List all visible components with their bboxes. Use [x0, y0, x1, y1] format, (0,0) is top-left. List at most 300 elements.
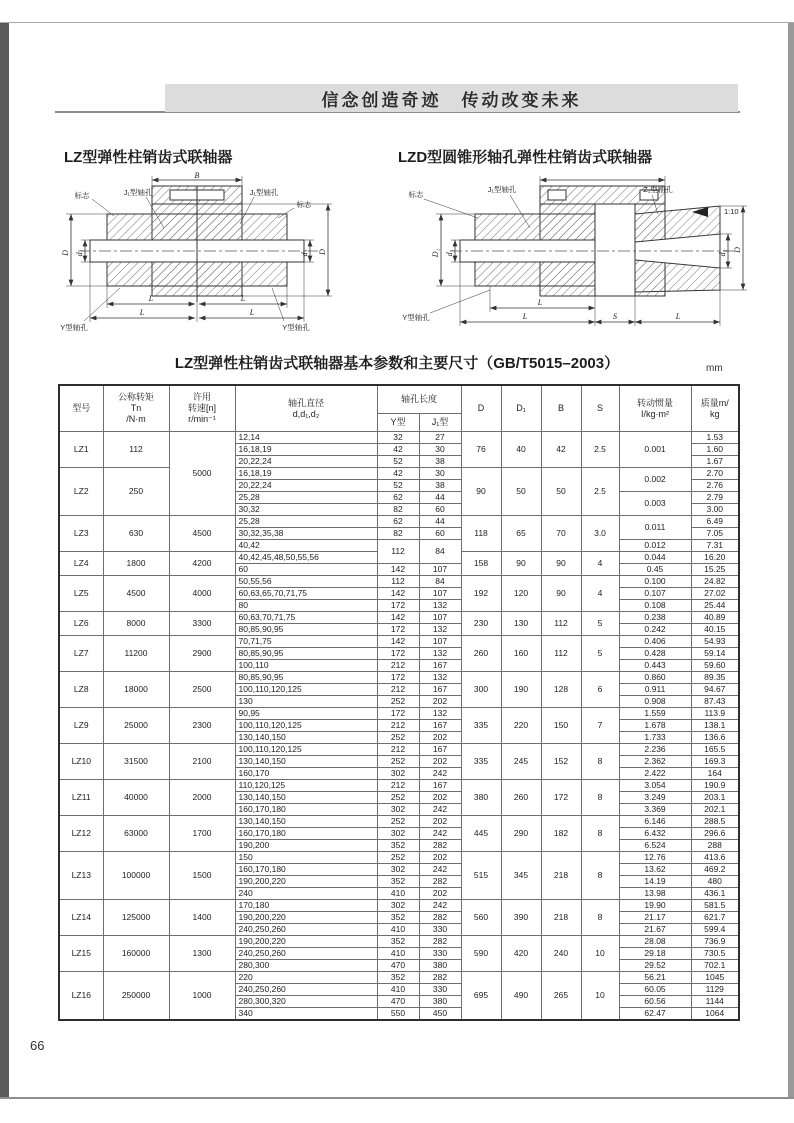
table-cell: 3.054 — [619, 780, 691, 792]
col-header-D1: D₁ — [501, 385, 541, 432]
table-cell: 1045 — [691, 972, 739, 984]
table-row — [59, 612, 739, 624]
table-cell: 25.44 — [691, 600, 739, 612]
table-cell: 15.25 — [691, 564, 739, 576]
table-cell: 87.43 — [691, 696, 739, 708]
table-cell: 14.19 — [619, 876, 691, 888]
lz-label-y-left: Y型轴孔 — [60, 323, 88, 332]
lz-dim-L2: L — [240, 294, 246, 303]
slogan-text: 信念创造奇迹 传动改变未来 — [321, 90, 582, 110]
table-cell: 112 — [377, 576, 419, 588]
lz-dim-D-left: D — [61, 250, 70, 256]
lzd-label-mark: 标志 — [408, 190, 424, 199]
table-cell: 130,140,150 — [235, 732, 377, 744]
table-cell: 90 — [461, 468, 501, 516]
table-cell: 3.369 — [619, 804, 691, 816]
table-cell: 25000 — [103, 708, 169, 744]
lzd-drawing-title: LZD型圆锥形轴孔弹性柱销齿式联轴器 — [398, 149, 653, 166]
table-row — [59, 972, 739, 984]
table-cell: 100,110,120,125 — [235, 744, 377, 756]
table-cell: 100,110,120,125 — [235, 684, 377, 696]
table-cell: 0.406 — [619, 636, 691, 648]
table-cell: 28.08 — [619, 936, 691, 948]
table-cell: 50,55,56 — [235, 576, 377, 588]
col-header-bore: 轴孔直径 d,d₁,d₂ — [235, 385, 377, 432]
table-cell: 7.05 — [691, 528, 739, 540]
table-cell: 450 — [419, 1008, 461, 1021]
table-cell: 265 — [541, 972, 581, 1021]
table-cell: 352 — [377, 912, 419, 924]
col-header-length-j1: J₁型 — [419, 414, 461, 432]
table-cell: 138.1 — [691, 720, 739, 732]
table-cell: 2.76 — [691, 480, 739, 492]
table-cell: 62 — [377, 516, 419, 528]
table-cell: 330 — [419, 924, 461, 936]
table-cell: 40.15 — [691, 624, 739, 636]
table-cell: 113.9 — [691, 708, 739, 720]
table-cell: 40.89 — [691, 612, 739, 624]
table-cell: 142 — [377, 588, 419, 600]
table-cell: 8000 — [103, 612, 169, 636]
table-cell: 260 — [461, 636, 501, 672]
table-cell: LZ3 — [59, 516, 103, 552]
table-cell: 132 — [419, 708, 461, 720]
table-cell: 4500 — [169, 516, 235, 552]
table-cell: LZ15 — [59, 936, 103, 972]
table-cell: 252 — [377, 852, 419, 864]
table-cell: 13.98 — [619, 888, 691, 900]
table-cell: 40,42 — [235, 540, 377, 552]
table-cell: 1.678 — [619, 720, 691, 732]
table-cell: 1.559 — [619, 708, 691, 720]
table-cell: 169.3 — [691, 756, 739, 768]
lz-dim-L4: L — [249, 308, 255, 317]
table-cell: 282 — [419, 912, 461, 924]
table-cell: 107 — [419, 564, 461, 576]
table-body — [59, 432, 739, 1021]
table-cell: 202 — [419, 852, 461, 864]
slogan-banner — [165, 84, 738, 112]
table-cell: 107 — [419, 636, 461, 648]
table-cell: 60,63,70,71,75 — [235, 612, 377, 624]
table-cell: 172 — [377, 708, 419, 720]
table-cell: 2.236 — [619, 744, 691, 756]
table-cell: 84 — [419, 540, 461, 564]
table-row — [59, 468, 739, 480]
table-cell: 6.524 — [619, 840, 691, 852]
table-cell: LZ9 — [59, 708, 103, 744]
table-cell: 203.1 — [691, 792, 739, 804]
table-cell: 6 — [581, 672, 619, 708]
table-cell: 1129 — [691, 984, 739, 996]
table-cell: 30,32 — [235, 504, 377, 516]
col-header-inertia: 转动惯量 I/kg·m² — [619, 385, 691, 432]
table-cell: 0.011 — [619, 516, 691, 540]
table-cell: 120 — [501, 576, 541, 612]
table-cell: 65 — [501, 516, 541, 552]
table-cell: 30,32,35,38 — [235, 528, 377, 540]
table-row — [59, 852, 739, 864]
table-cell: 380 — [461, 780, 501, 816]
table-cell: 172 — [377, 672, 419, 684]
table-cell: 0.002 — [619, 468, 691, 492]
table-cell: 29.52 — [619, 960, 691, 972]
lzd-geometry — [424, 176, 747, 326]
lz-dim-d1: d₁ — [75, 249, 84, 257]
table-cell: 89.35 — [691, 672, 739, 684]
table-cell: LZ5 — [59, 576, 103, 612]
table-cell: 4500 — [103, 576, 169, 612]
scan-edge-right — [788, 23, 794, 1097]
table-cell: 112 — [541, 636, 581, 672]
table-cell: 40,42,45,48,50,55,56 — [235, 552, 377, 564]
table-cell: 16,18,19 — [235, 444, 377, 456]
table-cell: 132 — [419, 600, 461, 612]
table-cell: 2.70 — [691, 468, 739, 480]
table-cell: 60.05 — [619, 984, 691, 996]
table-cell: 56.21 — [619, 972, 691, 984]
table-cell: 335 — [461, 744, 501, 780]
table-cell: 142 — [377, 612, 419, 624]
table-cell: 16,18,19 — [235, 468, 377, 480]
table-cell: 150 — [541, 708, 581, 744]
col-header-mass: 质量m/ kg — [691, 385, 739, 432]
table-cell: 60.56 — [619, 996, 691, 1008]
table-cell: 60 — [419, 528, 461, 540]
table-cell: 190,200,220 — [235, 936, 377, 948]
table-cell: 30 — [419, 444, 461, 456]
table-cell: 302 — [377, 900, 419, 912]
table-cell: LZ16 — [59, 972, 103, 1021]
table-cell: 0.003 — [619, 492, 691, 516]
table-cell: 242 — [419, 864, 461, 876]
table-cell: 50 — [541, 468, 581, 516]
table-cell: 172 — [377, 600, 419, 612]
table-cell: 470 — [377, 996, 419, 1008]
table-cell: 0.012 — [619, 540, 691, 552]
table-cell: 242 — [419, 804, 461, 816]
table-cell: 288 — [691, 840, 739, 852]
table-cell: 1000 — [169, 972, 235, 1021]
table-row — [59, 816, 739, 828]
table-cell: 167 — [419, 744, 461, 756]
lzd-dim-d2: d₂ — [718, 249, 727, 257]
table-cell: 7.31 — [691, 540, 739, 552]
table-cell: 240,250,260 — [235, 984, 377, 996]
table-cell: 550 — [377, 1008, 419, 1021]
lz-label-y-right: Y型轴孔 — [282, 323, 310, 332]
table-cell: 202.1 — [691, 804, 739, 816]
table-cell: 25,28 — [235, 492, 377, 504]
scan-edge-left — [0, 23, 9, 1097]
table-cell: 2900 — [169, 636, 235, 672]
lzd-dim-S: S — [613, 312, 617, 321]
table-cell: 695 — [461, 972, 501, 1021]
table-cell: 32 — [377, 432, 419, 444]
table-cell: 80,85,90,95 — [235, 624, 377, 636]
table-cell: 220 — [235, 972, 377, 984]
table-cell: 160,170,180 — [235, 864, 377, 876]
bottom-rule — [0, 1097, 794, 1099]
table-cell: 7 — [581, 708, 619, 744]
col-header-torque: 公称转矩 Tn /N·m — [103, 385, 169, 432]
table-cell: 84 — [419, 576, 461, 588]
table-cell: 2.5 — [581, 432, 619, 468]
table-cell: 2.422 — [619, 768, 691, 780]
lz-label-j1-left: J₁型轴孔 — [123, 188, 153, 197]
table-cell: 420 — [501, 936, 541, 972]
table-cell: 736.9 — [691, 936, 739, 948]
table-cell: 136.6 — [691, 732, 739, 744]
table-cell: 581.5 — [691, 900, 739, 912]
table-cell: 63000 — [103, 816, 169, 852]
table-cell: 167 — [419, 720, 461, 732]
table-cell: 250 — [103, 468, 169, 516]
table-cell: 352 — [377, 876, 419, 888]
table-cell: 19.90 — [619, 900, 691, 912]
col-header-B: B — [541, 385, 581, 432]
table-cell: 40000 — [103, 780, 169, 816]
table-cell: 2000 — [169, 780, 235, 816]
table-cell: 282 — [419, 936, 461, 948]
table-cell: 410 — [377, 984, 419, 996]
table-cell: 10 — [581, 936, 619, 972]
table-cell: 218 — [541, 852, 581, 900]
table-cell: 158 — [461, 552, 501, 576]
table-row — [59, 432, 739, 444]
table-cell: 130 — [501, 612, 541, 636]
table-cell: 60 — [419, 504, 461, 516]
table-cell: LZ4 — [59, 552, 103, 576]
table-cell: 50 — [501, 468, 541, 516]
table-cell: 212 — [377, 780, 419, 792]
table-cell: 282 — [419, 972, 461, 984]
table-cell: 90,95 — [235, 708, 377, 720]
table-cell: 100,110,120,125 — [235, 720, 377, 732]
table-cell: 0.45 — [619, 564, 691, 576]
table-cell: 2.5 — [581, 468, 619, 516]
table-cell: 12,14 — [235, 432, 377, 444]
table-cell: 300 — [461, 672, 501, 708]
table-cell: 0.242 — [619, 624, 691, 636]
table-row — [59, 900, 739, 912]
table-cell: 480 — [691, 876, 739, 888]
table-cell: 2100 — [169, 744, 235, 780]
table-cell: 59.14 — [691, 648, 739, 660]
table-cell: 515 — [461, 852, 501, 900]
table-cell: 6.432 — [619, 828, 691, 840]
table-cell: 212 — [377, 684, 419, 696]
table-row — [59, 780, 739, 792]
table-cell: 2500 — [169, 672, 235, 708]
table-cell: 42 — [541, 432, 581, 468]
lzd-label-taper: 1:10 — [724, 207, 739, 216]
table-cell: 3.00 — [691, 504, 739, 516]
table-cell: 160,170,180 — [235, 804, 377, 816]
table-cell: 142 — [377, 564, 419, 576]
table-cell: 6.146 — [619, 816, 691, 828]
table-cell: 38 — [419, 480, 461, 492]
table-cell: 20,22,24 — [235, 456, 377, 468]
lz-label-j1-right: J₁型轴孔 — [249, 188, 279, 197]
table-cell: 0.908 — [619, 696, 691, 708]
table-cell: 70,71,75 — [235, 636, 377, 648]
table-cell: 2.79 — [691, 492, 739, 504]
table-cell: 252 — [377, 756, 419, 768]
table-cell: 413.6 — [691, 852, 739, 864]
lz-coupling-drawing — [52, 170, 348, 334]
table-cell: 192 — [461, 576, 501, 612]
table-cell: 445 — [461, 816, 501, 852]
table-cell: 190.9 — [691, 780, 739, 792]
lz-drawing-title: LZ型弹性柱销齿式联轴器 — [64, 149, 233, 166]
table-cell: 4200 — [169, 552, 235, 576]
table-cell: 630 — [103, 516, 169, 552]
table-cell: 12.76 — [619, 852, 691, 864]
table-cell: 62.47 — [619, 1008, 691, 1021]
table-cell: 220 — [501, 708, 541, 744]
lz-dim-L3: L — [139, 308, 145, 317]
table-cell: 212 — [377, 744, 419, 756]
table-cell: 29.18 — [619, 948, 691, 960]
lzd-coupling-drawing — [390, 170, 762, 334]
table-cell: 410 — [377, 924, 419, 936]
table-cell: 202 — [419, 696, 461, 708]
table-cell: 27 — [419, 432, 461, 444]
table-cell: 0.238 — [619, 612, 691, 624]
table-cell: 1300 — [169, 936, 235, 972]
table-cell: 172 — [541, 780, 581, 816]
table-cell: 130,140,150 — [235, 816, 377, 828]
table-cell: 130,140,150 — [235, 756, 377, 768]
table-cell: 54.93 — [691, 636, 739, 648]
table-cell: 167 — [419, 684, 461, 696]
table-cell: 82 — [377, 504, 419, 516]
table-cell: 230 — [461, 612, 501, 636]
page-number: 66 — [30, 1038, 45, 1053]
table-cell: 90 — [501, 552, 541, 576]
table-cell: 252 — [377, 732, 419, 744]
table-cell: 0.860 — [619, 672, 691, 684]
table-cell: 282 — [419, 840, 461, 852]
table-cell: 13.62 — [619, 864, 691, 876]
table-cell: 3300 — [169, 612, 235, 636]
lzd-dim-L3: L — [675, 312, 681, 321]
table-cell: 165.5 — [691, 744, 739, 756]
table-cell: 100000 — [103, 852, 169, 900]
table-row — [59, 636, 739, 648]
table-cell: 132 — [419, 648, 461, 660]
lzd-dim-d1: d₁ — [445, 249, 454, 257]
table-cell: 352 — [377, 840, 419, 852]
table-row — [59, 936, 739, 948]
table-cell: 599.4 — [691, 924, 739, 936]
table-cell: 18000 — [103, 672, 169, 708]
table-cell: 44 — [419, 492, 461, 504]
table-cell: 4000 — [169, 576, 235, 612]
table-cell: 82 — [377, 528, 419, 540]
table-cell: 1.53 — [691, 432, 739, 444]
table-cell: 621.7 — [691, 912, 739, 924]
table-cell: 352 — [377, 936, 419, 948]
table-cell: LZ2 — [59, 468, 103, 516]
table-cell: 172 — [377, 648, 419, 660]
table-cell: 590 — [461, 936, 501, 972]
col-header-model: 型号 — [59, 385, 103, 432]
table-cell: 8 — [581, 900, 619, 936]
table-cell: 125000 — [103, 900, 169, 936]
table-cell: 20,22,24 — [235, 480, 377, 492]
table-cell: LZ6 — [59, 612, 103, 636]
table-cell: 42 — [377, 444, 419, 456]
table-cell: 5 — [581, 612, 619, 636]
table-cell: LZ1 — [59, 432, 103, 468]
table-cell: 218 — [541, 900, 581, 936]
table-cell: 390 — [501, 900, 541, 936]
table-cell: 80,85,90,95 — [235, 648, 377, 660]
table-cell: 172 — [377, 624, 419, 636]
table-cell: 202 — [419, 756, 461, 768]
table-cell: 250000 — [103, 972, 169, 1021]
table-cell: 160000 — [103, 936, 169, 972]
table-cell: 110,120,125 — [235, 780, 377, 792]
table-row — [59, 744, 739, 756]
table-cell: LZ14 — [59, 900, 103, 936]
table-cell: 190,200,220 — [235, 912, 377, 924]
table-cell: 167 — [419, 660, 461, 672]
table-cell: 1064 — [691, 1008, 739, 1021]
table-unit: mm — [706, 363, 723, 374]
table-cell: 288.5 — [691, 816, 739, 828]
table-cell: 0.428 — [619, 648, 691, 660]
table-cell: 1.60 — [691, 444, 739, 456]
table-cell: 182 — [541, 816, 581, 852]
table-cell: 52 — [377, 456, 419, 468]
table-cell: 0.100 — [619, 576, 691, 588]
table-cell: 118 — [461, 516, 501, 552]
table-cell: 1500 — [169, 852, 235, 900]
table-cell: 90 — [541, 576, 581, 612]
table-cell: 212 — [377, 720, 419, 732]
table-cell: 40 — [501, 432, 541, 468]
table-cell: 190,200,220 — [235, 876, 377, 888]
table-cell: 0.911 — [619, 684, 691, 696]
table-cell: 112 — [541, 612, 581, 636]
table-cell: 38 — [419, 456, 461, 468]
table-cell: 380 — [419, 996, 461, 1008]
table-cell: 0.001 — [619, 432, 691, 468]
table-cell: 240 — [235, 888, 377, 900]
table-cell: 107 — [419, 612, 461, 624]
table-cell: 170,180 — [235, 900, 377, 912]
table-row — [59, 516, 739, 528]
table-cell: 10 — [581, 972, 619, 1021]
lz-dim-D-right: D — [318, 249, 327, 255]
table-cell: 470 — [377, 960, 419, 972]
table-row — [59, 708, 739, 720]
table-cell: 160 — [501, 636, 541, 672]
col-header-S: S — [581, 385, 619, 432]
table-cell: 0.107 — [619, 588, 691, 600]
table-cell: 302 — [377, 828, 419, 840]
table-cell: 90 — [541, 552, 581, 576]
table-cell: 107 — [419, 588, 461, 600]
table-cell: 60 — [235, 564, 377, 576]
table-cell: 25,28 — [235, 516, 377, 528]
table-cell: 16.20 — [691, 552, 739, 564]
table-cell: LZ8 — [59, 672, 103, 708]
table-cell: 330 — [419, 948, 461, 960]
